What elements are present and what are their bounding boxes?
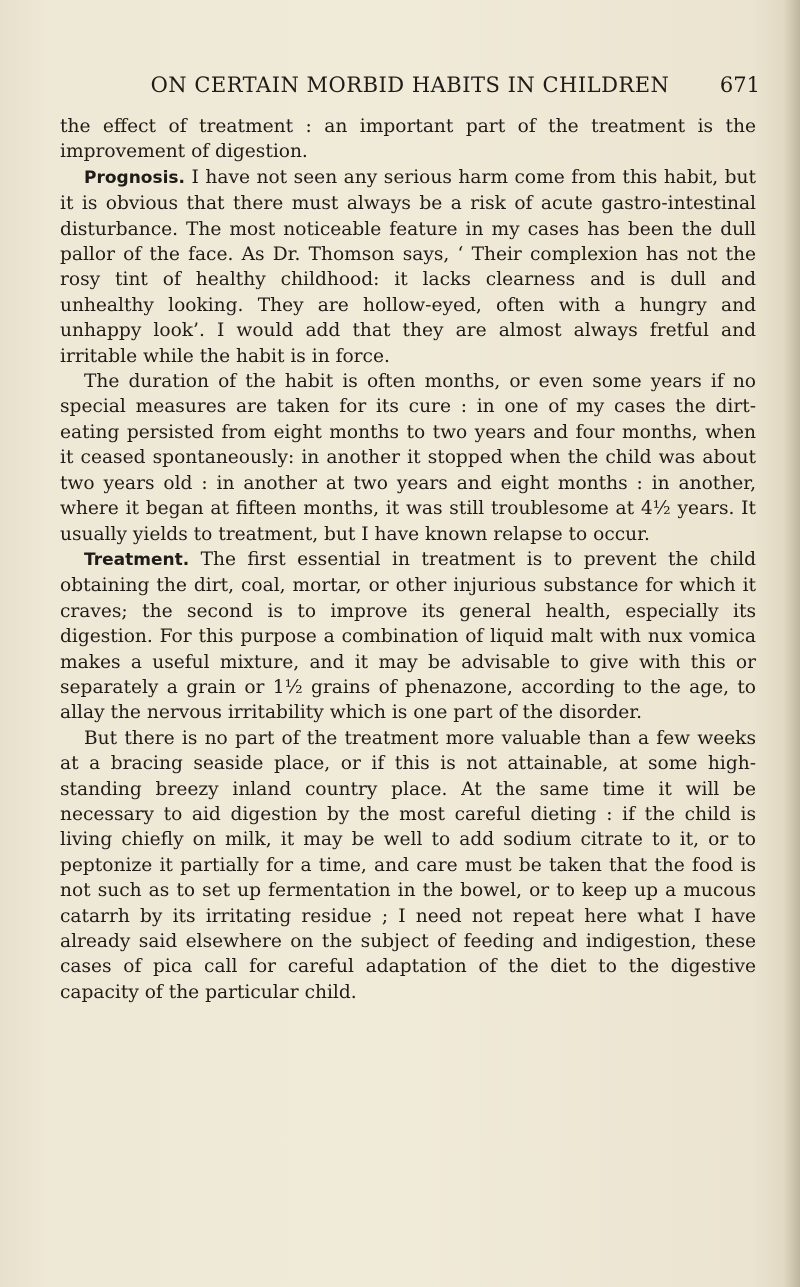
paragraph-duration	[60, 369, 756, 547]
paragraph-text: The duration of the habit is often months, or even some years if no special measures are taken for its cure : in one of my cases the dirt-eating persisted from eight months to two years and four months, when it ceased spontaneously: in another it stopped when the child was about two years old : in another at two years and eight months : in another, where it began at fifteen months, it was still troublesome at 4½ years. It usually yields to treatment, but I have known relapse to occur.	[60, 371, 756, 545]
body-text	[60, 114, 756, 1005]
paragraph-text: I have not seen any serious harm come from this habit, but it is obvious that there must always be a risk of acute gastro-intestinal disturbance. The most noticeable feature in my cases has been the dull pallor of the face. As Dr. Thomson says, ‘ Their complexion has not the rosy tint of healthy childhood: it lacks clearness and is dull and unhealthy looking. They are hollow-eyed, often with a hungry and unhappy look’. I would add that they are almost always fretful and irritable while the habit is in force.	[60, 166, 756, 367]
paragraph-text: The first essential in treatment is to prevent the child obtaining the dirt, coal, mortar, or other injurious substance for which it craves; the second is to improve its general health, especially its digestion. For this purpose a combination of liquid malt with nux vomica makes a useful mixture, and it may be advisable to give with this or separately a grain or 1½ grains of phenazone, according to the age, to allay the nervous irritability which is one part of the disorder.	[60, 548, 756, 724]
paragraph-continuation	[60, 114, 756, 165]
section-heading-prognosis: Prognosis.	[84, 167, 185, 188]
paragraph-treatment	[60, 547, 756, 726]
paragraph-seaside	[60, 726, 756, 1005]
paragraph-prognosis	[60, 165, 756, 369]
paragraph-text: But there is no part of the treatment more valuable than a few weeks at a bracing seaside place, or if this is not attainable, at some high-standing breezy inland country place. At the same time it will be necessary to aid digestion by the most careful dieting : if the child is living chiefly on milk, it may be well to add sodium citrate to it, or to peptonize it partially for a time, and care must be taken that the food is not such as to set up fermentation in the bowel, or to keep up a mucous catarrh by its irritating residue ; I need not repeat here what I have already said elsewhere on the subject of feeding and indigestion, these cases of pica call for careful adaptation of the diet to the digestive capacity of the particular child.	[60, 727, 756, 1003]
running-head: ON CERTAIN MORBID HABITS IN CHILDREN	[150, 73, 670, 97]
section-heading-treatment: Treatment.	[84, 549, 190, 570]
page-edge-shadow	[784, 0, 800, 1287]
page-number: 671	[719, 73, 760, 97]
paragraph-text: the effect of treatment : an important part of the treatment is the improvement of digestion.	[60, 116, 756, 163]
page-header	[60, 70, 760, 102]
